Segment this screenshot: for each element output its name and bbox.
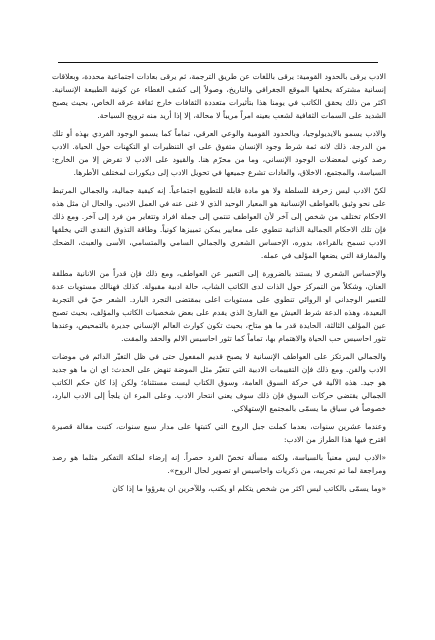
header-rule [58, 62, 378, 63]
paragraph-7: «الادب ليس معنياً بالسياسة، ولكنه مسألة تخصّ الفرد حصراً. إنه إرضاء لملكة التفكير مثلما هو رصد ومراجعة لما تم تجريبه، من ذكريات واحاسيس او تصوير لحال الروح». [52, 453, 386, 475]
paragraph-6: وعندما عشرين سنوات، بعدما كملت جبل الروح التي كتبتها على مدار سبع سنوات، كتبت مقالة قصيرة اقترح فيها هذا الطراز من الادب: [52, 422, 386, 444]
text-body [52, 70, 386, 495]
paragraph-2: والادب يسمو بالايديولوجيا، وبالحدود القومية والوعي العرقي، تماماً كما يسمو الوجود الفردي بهذه أو تلك من الدرجة. ذلك لانه ثمة شرط وجود الإنسان متفوق على اي التنظيرات او التكهنات حول الحياة. الادب رصد كوني لمعضلات الوجود الإنساني، وما من محرّم هنا. والقيود على الادب لا تفرض إلا من الخارج: السياسة، والمجتمع، الاخلاق، والعادات تشرع جميعها في تحويل الادب إلى ديكورات لمختلف الأطرها. [52, 129, 386, 177]
paragraph-1: الادب يرقى بالحدود القومية: يرقى باللغات عن طريق الترجمة، ثم يرقى بعادات اجتماعية محددة، وبعلاقات إنسانية مشتركة يخلقها الموقع الجغرافي والتاريخ، وصولاً إلى كشف الغطاء عن كونية الطبيعة الإنسانية. اكثر من ذلك يحقق الكاتب في يومنا هذا بتأثيرات متعددة الثقافات خارج ثقافة عرقه الخاص، بحيث يصبح الشديد على السمات الثقافية لشعب بعينه امراً مريباً لا محالة، إلا إذا أريد منه ترويج السياحة. [52, 72, 386, 120]
paragraph-4: والإحساس الشعري لا يستند بالضرورة إلى التعبير عن العواطف، ومع ذلك فإن قدراً من الانانية مطلقة العنان، وشكلاً من التمركز حول الذات لدى الكاتب الشاب، حالة ادبية مقبولة. كذلك فهنالك مستويات عدة للتعبير الوجداني او الروائي تنطوي على مستويات اعلى بمقتضى التجرد البارد. الشعر حيّ في التجربة البعيدة، وهذه الدعة شرط العيش مع القارئ الذي يقدم على بعض شخصيات الكاتب والمؤلف، بحيث تصبح عين المؤلف الثالثة، الحايدة قدر ما هو متاح، بحيث تكون كوارث العالم الإنساني جديرة بالتمحيص، وعندها تثور احاسيس حب الحياة والاهتمام بها، تماماً كما تثور احاسيس الالم والحقد والمقت. [52, 269, 386, 343]
paragraph-3: لكنّ الادب ليس زخرفة للسلطة ولا هو مادة قابلة للتطويع اجتماعياً. إنه كيفية جمالية، والجمالي المرتبط على نحو وثيق بالعواطف الإنسانية هو المعيار الوحيد الذي لا غنى عنه في العمل الادبي. والحال ان مثل هذه الاحكام تختلف من شخص إلى آخر لأن العواطف تنتمي إلى جملة افراد وتتغاير من فرد إلى آخر. ومع ذلك فإن تلك الاحكام الجمالية الذاتية تنطوي على معايير يمكن تمييزها كونياً. وطاقة التذوق النقدي التي يخلقها الادب تسمح بالقراءة، بدوره، الإحساس الشعري والجمالي السامي والمتسامي، الأسى والعبث، الضحك والمفارقة التي يضعها المؤلف في عمله. [52, 186, 386, 260]
paragraph-5: والجمالي المرتكز على العواطف الإنسانية لا يصبح قديم المفعول حتى في ظل التغيّر الدائم في موضات الادب والفن. ومع ذلك فإن التقييمات الادبية التي تتغيّر مثل الموضة تنهض على الحدث: اي ان ما هو جديد هو جيد. هذه الآلية في حركة السوق العامة، وسوق الكتاب ليست مستثناة؛ ولكن إذا كان حكم الكاتب الجمالي يقتضي حركات السوق فإن ذلك سوف يعني انتحار الادب. وعلى المرء ان يلجأ إلى الادب البارد، خصوصاً في سياق ما يسمّى بالمجتمع الإستهلاكي. [52, 352, 386, 413]
paragraph-8: «وما يسمّى بالكاتب ليس اكثر من شخص يتكلم او يكتب، وللآخرين ان يقرؤوا ما إذا كان [112, 484, 386, 493]
